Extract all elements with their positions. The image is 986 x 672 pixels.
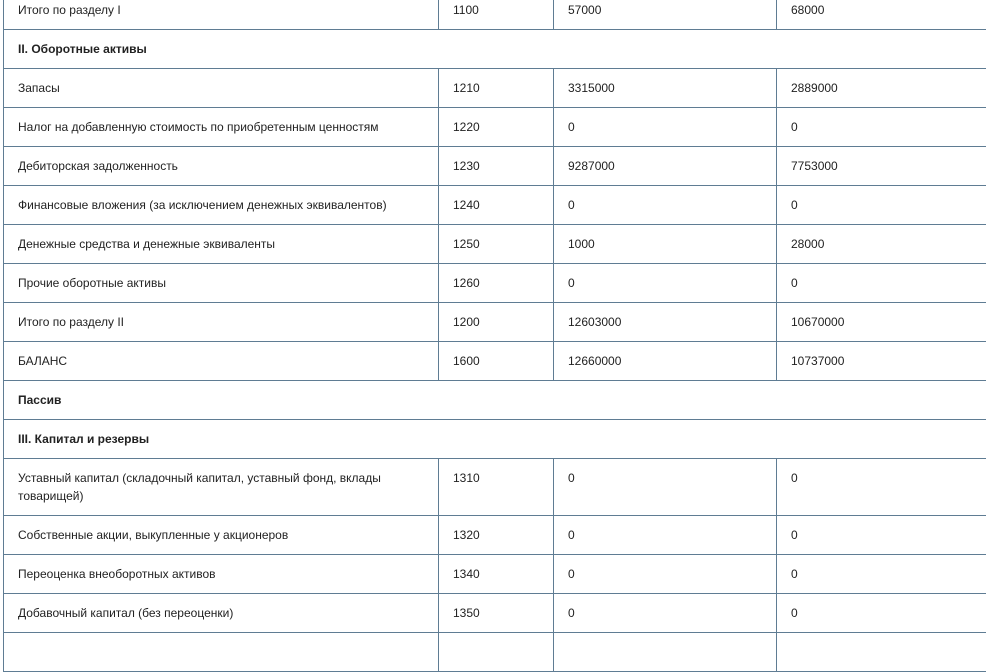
table-row bbox=[4, 303, 986, 342]
row-code: 1350 bbox=[439, 594, 554, 633]
row-code: 1230 bbox=[439, 147, 554, 186]
value-current-period: 0 bbox=[554, 108, 777, 147]
row-code: 1600 bbox=[439, 342, 554, 381]
row-label: Итого по разделу II bbox=[4, 303, 439, 342]
empty-cell bbox=[777, 633, 986, 672]
value-previous-period: 7753000 bbox=[777, 147, 986, 186]
value-previous-period: 0 bbox=[777, 186, 986, 225]
value-current-period: 12603000 bbox=[554, 303, 777, 342]
value-current-period: 0 bbox=[554, 459, 777, 516]
row-code: 1100 bbox=[439, 0, 554, 30]
table-row bbox=[4, 594, 986, 633]
row-code: 1310 bbox=[439, 459, 554, 516]
value-previous-period: 10737000 bbox=[777, 342, 986, 381]
table-row bbox=[4, 108, 986, 147]
value-previous-period: 0 bbox=[777, 459, 986, 516]
value-current-period: 0 bbox=[554, 186, 777, 225]
empty-cell bbox=[554, 633, 777, 672]
section-header-row bbox=[4, 381, 986, 420]
table-row-partial bbox=[4, 633, 986, 672]
section-title: Пассив bbox=[4, 381, 986, 420]
table-row bbox=[4, 0, 986, 30]
table-row bbox=[4, 555, 986, 594]
row-label: Дебиторская задолженность bbox=[4, 147, 439, 186]
value-current-period: 0 bbox=[554, 555, 777, 594]
value-current-period: 0 bbox=[554, 516, 777, 555]
section-header-row bbox=[4, 30, 986, 69]
row-label: Финансовые вложения (за исключением денежных эквивалентов) bbox=[4, 186, 439, 225]
row-label: Прочие оборотные активы bbox=[4, 264, 439, 303]
value-previous-period: 2889000 bbox=[777, 69, 986, 108]
table-row bbox=[4, 147, 986, 186]
row-label: Запасы bbox=[4, 69, 439, 108]
row-code: 1260 bbox=[439, 264, 554, 303]
value-previous-period: 0 bbox=[777, 108, 986, 147]
section-title: III. Капитал и резервы bbox=[4, 420, 986, 459]
row-label: Собственные акции, выкупленные у акционеров bbox=[4, 516, 439, 555]
section-title: II. Оборотные активы bbox=[4, 30, 986, 69]
row-code: 1320 bbox=[439, 516, 554, 555]
value-previous-period: 0 bbox=[777, 594, 986, 633]
section-header-row bbox=[4, 420, 986, 459]
value-previous-period: 0 bbox=[777, 555, 986, 594]
value-current-period: 9287000 bbox=[554, 147, 777, 186]
row-code: 1240 bbox=[439, 186, 554, 225]
row-code: 1200 bbox=[439, 303, 554, 342]
value-current-period: 0 bbox=[554, 594, 777, 633]
table-row bbox=[4, 69, 986, 108]
empty-cell bbox=[4, 633, 439, 672]
value-current-period: 57000 bbox=[554, 0, 777, 30]
row-code: 1210 bbox=[439, 69, 554, 108]
value-previous-period: 0 bbox=[777, 516, 986, 555]
table-row bbox=[4, 459, 986, 516]
value-current-period: 1000 bbox=[554, 225, 777, 264]
empty-cell bbox=[439, 633, 554, 672]
balance-sheet-body bbox=[4, 0, 986, 672]
value-previous-period: 0 bbox=[777, 264, 986, 303]
table-row bbox=[4, 516, 986, 555]
table-row bbox=[4, 225, 986, 264]
table-row bbox=[4, 342, 986, 381]
value-current-period: 12660000 bbox=[554, 342, 777, 381]
row-label: Налог на добавленную стоимость по приобретенным ценностям bbox=[4, 108, 439, 147]
table-row bbox=[4, 264, 986, 303]
value-current-period: 0 bbox=[554, 264, 777, 303]
row-label: БАЛАНС bbox=[4, 342, 439, 381]
row-label: Итого по разделу I bbox=[4, 0, 439, 30]
row-label: Переоценка внеоборотных активов bbox=[4, 555, 439, 594]
row-code: 1250 bbox=[439, 225, 554, 264]
balance-sheet-table bbox=[3, 0, 986, 672]
row-code: 1340 bbox=[439, 555, 554, 594]
row-code: 1220 bbox=[439, 108, 554, 147]
value-current-period: 3315000 bbox=[554, 69, 777, 108]
value-previous-period: 68000 bbox=[777, 0, 986, 30]
row-label: Денежные средства и денежные эквиваленты bbox=[4, 225, 439, 264]
value-previous-period: 10670000 bbox=[777, 303, 986, 342]
value-previous-period: 28000 bbox=[777, 225, 986, 264]
table-row bbox=[4, 186, 986, 225]
row-label: Добавочный капитал (без переоценки) bbox=[4, 594, 439, 633]
row-label: Уставный капитал (складочный капитал, уставный фонд, вклады товарищей) bbox=[4, 459, 439, 516]
